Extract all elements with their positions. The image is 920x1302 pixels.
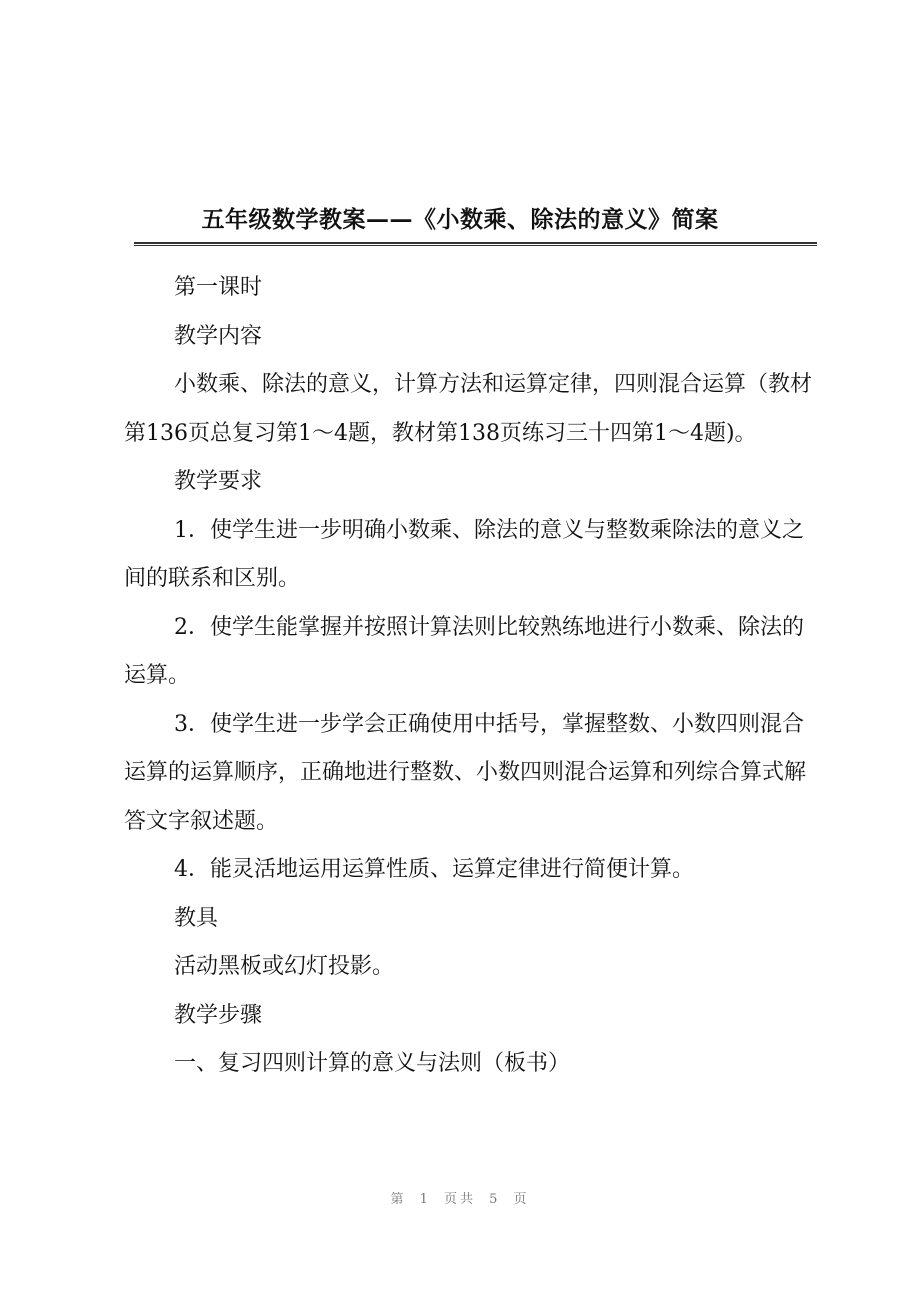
paragraph-heading-steps: 教学步骤 <box>174 1002 263 1028</box>
paragraph-lesson-number: 第一课时 <box>174 275 263 300</box>
paragraph-content: 小数乘、除法的意义，计算方法和运算定律，四则混合运算（教材第136页总复习第1～4题，教材第138页练习三十四第1～4题)。 <box>124 372 813 446</box>
paragraph-requirement-4: 4．能灵活地运用运算性质、运算定律进行简便计算。 <box>174 857 694 882</box>
paragraph-requirement-2: 2．使学生能掌握并按照计算法则比较熟练地进行小数乘、除法的运算。 <box>124 614 804 688</box>
paragraph-step-1: 一、复习四则计算的意义与法则（板书） <box>174 1051 571 1076</box>
paragraph-requirement-3: 3．使学生进一步学会正确使用中括号，掌握整数、小数四则混合运算的运算顺序，正确地进行整数、小数四则混合运算和列综合算式解答文字叙述题。 <box>124 711 807 834</box>
paragraph-heading-requirements: 教学要求 <box>174 469 263 494</box>
paragraph-requirement-1: 1．使学生进一步明确小数乘、除法的意义与整数乘除法的意义之间的联系和区别。 <box>124 517 804 591</box>
document-body <box>124 264 816 1089</box>
document-title: 五年级数学教案——《小数乘、除法的意义》简案 <box>201 206 719 234</box>
paragraph-tools: 活动黑板或幻灯投影。 <box>174 954 395 979</box>
title-divider <box>134 242 817 246</box>
page-footer: 第 1 页共 5 页 <box>390 1192 530 1207</box>
paragraph-heading-content: 教学内容 <box>174 323 263 349</box>
paragraph-heading-tools: 教具 <box>174 905 219 931</box>
